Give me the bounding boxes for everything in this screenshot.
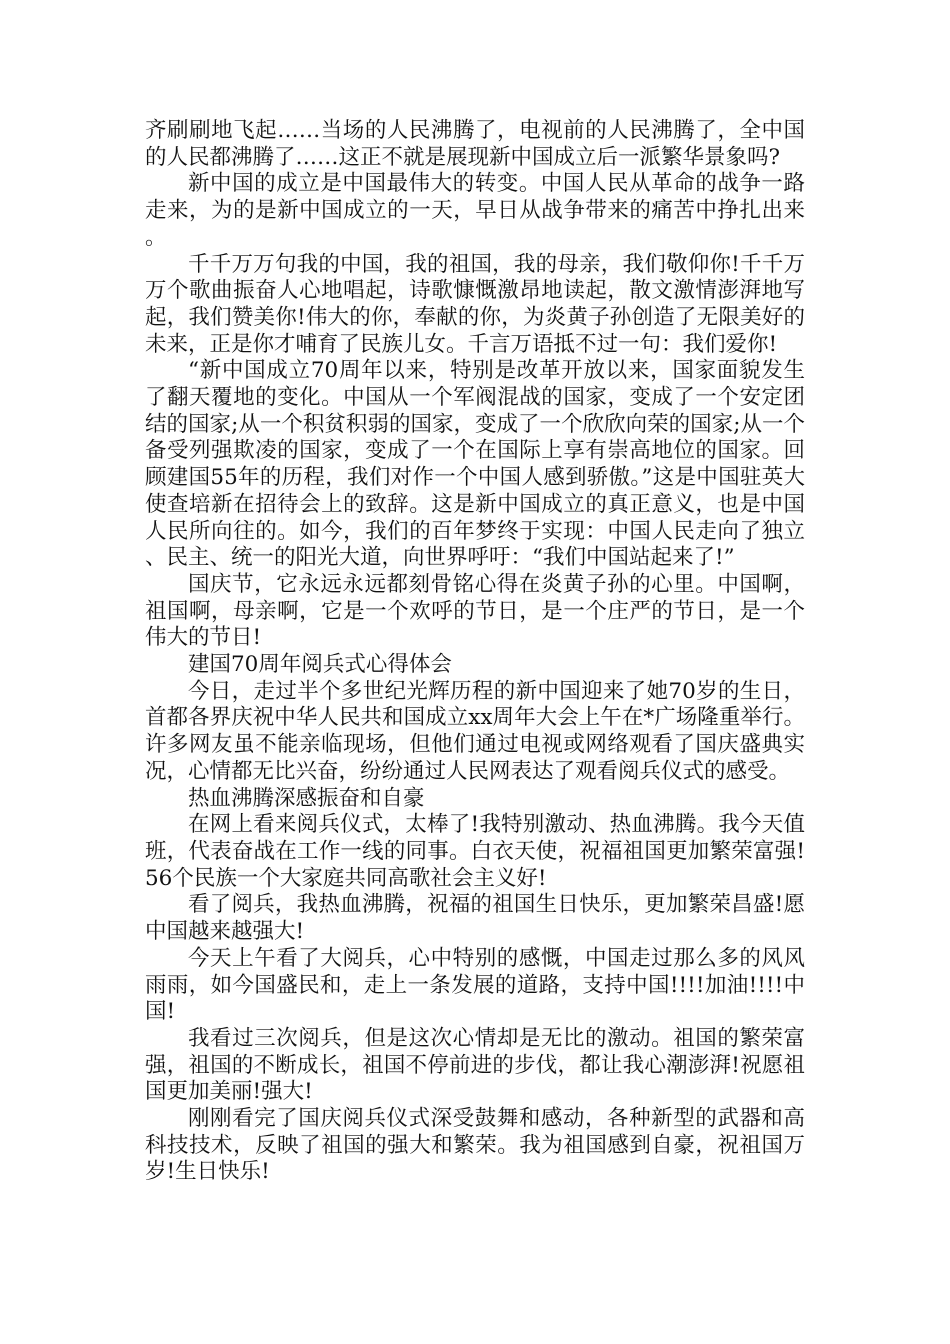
paragraph-9: 在网上看来阅兵仪式，太棒了!我特别激动、热血沸腾。我今天值班，代表奋战在工作一线的同事。白衣天使，祝福祖国更加繁荣富强!56个民族一个大家庭共同高歌社会主义好! (145, 812, 805, 891)
paragraph-4-quote: “新中国成立70周年以来，特别是改革开放以来，国家面貌发生了翻天覆地的变化。中国从一个军阀混战的国家，变成了一个安定团结的国家;从一个积贫积弱的国家，变成了一个欣欣向荣的国家;从一个备受列强欺凌的国家，变成了一个在国际上享有崇高地位的国家。回顾建国55年的历程，我们对作一个中国人感到骄傲。”这是中国驻英大使查培新在招待会上的致辞。这是新中国成立的真正意义，也是中国人民所向往的。如今，我们的百年梦终于实现：中国人民走向了独立、民主、统一的阳光大道，向世界呼吁：“我们中国站起来了!” (145, 358, 805, 571)
paragraph-3: 千千万万句我的中国，我的祖国，我的母亲，我们敬仰你!千千万万个歌曲振奋人心地唱起，诗歌慷慨激昂地读起，散文激情澎湃地写起，我们赞美你!伟大的你，奉献的你，为炎黄子孙创造了无限美好的未来，正是你才哺育了民族儿女。千言万语抵不过一句：我们爱你! (145, 251, 805, 357)
section-heading-parade: 建国70周年阅兵式心得体会 (188, 652, 452, 678)
paragraph-1: 齐刷刷地飞起……当场的人民沸腾了，电视前的人民沸腾了，全中国的人民都沸腾了……这正不就是展现新中国成立后一派繁华景象吗? (145, 118, 805, 170)
paragraph-5: 国庆节，它永远永远都刻骨铭心得在炎黄子孙的心里。中国啊，祖国啊，母亲啊，它是一个欢呼的节日，是一个庄严的节日，是一个伟大的节日! (145, 571, 805, 651)
paragraph-2: 新中国的成立是中国最伟大的转变。中国人民从革命的战争一路走来，为的是新中国成立的一天，早日从战争带来的痛苦中挣扎出来。 (145, 171, 805, 250)
paragraph-10: 看了阅兵，我热血沸腾，祝福的祖国生日快乐，更加繁荣昌盛!愿中国越来越强大! (145, 892, 805, 945)
paragraph-13: 刚刚看完了国庆阅兵仪式深受鼓舞和感动，各种新型的武器和高科技技术，反映了祖国的强大和繁荣。我为祖国感到自豪，祝祖国万岁!生日快乐! (145, 1106, 805, 1185)
paragraph-11: 今天上午看了大阅兵，心中特别的感慨，中国走过那么多的风风雨雨，如今国盛民和，走上一条发展的道路，支持中国!!!!加油!!!!中国! (145, 945, 805, 1025)
document-page (145, 118, 805, 1186)
paragraph-12: 我看过三次阅兵，但是这次心情却是无比的激动。祖国的繁荣富强，祖国的不断成长，祖国不停前进的步伐，都让我心潮澎湃!祝愿祖国更加美丽!强大! (145, 1025, 805, 1105)
paragraph-7: 今日，走过半个多世纪光辉历程的新中国迎来了她70岁的生日，首都各界庆祝中华人民共和国成立xx周年大会上午在*广场隆重举行。许多网友虽不能亲临现场，但他们通过电视或网络观看了国庆盛典实况，心情都无比兴奋，纷纷通过人民网表达了观看阅兵仪式的感受。 (145, 678, 805, 784)
section-heading-pride: 热血沸腾深感振奋和自豪 (188, 785, 425, 811)
